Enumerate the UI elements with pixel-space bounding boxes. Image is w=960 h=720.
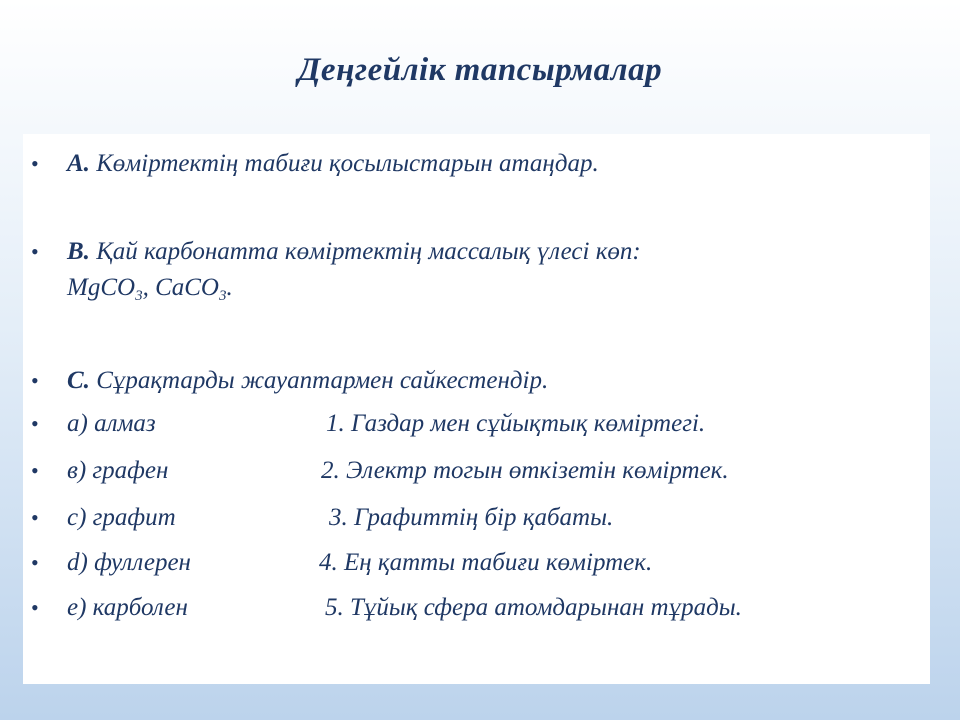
pair-right: 4. Ең қатты табиғи көміртек. bbox=[319, 549, 653, 576]
pair-right: 5. Тұйық сфера атомдарынан тұрады. bbox=[325, 594, 742, 621]
pair-left: а) алмаз bbox=[67, 410, 156, 437]
pair-right: 2. Электр тогын өткізетін көміртек. bbox=[321, 457, 729, 484]
pair-right: 3. Графиттің бір қабаты. bbox=[329, 504, 614, 531]
bullet-icon: • bbox=[31, 411, 39, 436]
slide-title: Деңгейлік тапсырмалар bbox=[297, 52, 663, 88]
task-c-text: Сұрақтарды жауаптармен сайкестендір. bbox=[96, 367, 549, 394]
bullet-icon: • bbox=[31, 368, 39, 393]
pair-left: е) карболен bbox=[67, 594, 188, 621]
bullet-icon: • bbox=[31, 151, 39, 176]
task-b-letter: B. bbox=[67, 238, 90, 265]
pair-left: с) графит bbox=[67, 504, 176, 531]
pair-right: 1. Газдар мен сұйықтық көміртегі. bbox=[326, 410, 706, 437]
pair-left: d) фуллерен bbox=[67, 549, 191, 576]
task-b-text: Қай карбонатта көміртектің массалық үлесі көп: bbox=[96, 238, 641, 265]
task-a-letter: A. bbox=[67, 150, 90, 177]
content-panel: • A. Көміртектің табиғи қосылыстарын атаңдар. • B. Қай карбонатта көміртектің массалық үлесі көп: MgCO$_3$, CaCO$_3$. • C. Сұрақтарды жауаптармен сайкестендір. • а) алмаз 1. Газдар мен сұйықтық көміртегі. • в) графен 2. Электр тогын өткізетін көміртек. • с) графит 3. Графиттің бір қабаты. • d) фуллерен 4. Ең қатты табиғи көміртек. • е) карболен 5. Тұйық сфера атомдарынан тұрады. bbox=[23, 134, 930, 684]
bullet-icon: • bbox=[31, 505, 39, 530]
bullet-icon: • bbox=[31, 595, 39, 620]
pair-left: в) графен bbox=[67, 457, 169, 484]
bullet-icon: • bbox=[31, 239, 39, 264]
bullet-icon: • bbox=[31, 458, 39, 483]
task-c-letter: C. bbox=[67, 367, 90, 394]
bullet-icon: • bbox=[31, 550, 39, 575]
task-a-text: Көміртектің табиғи қосылыстарын атаңдар. bbox=[96, 150, 599, 177]
